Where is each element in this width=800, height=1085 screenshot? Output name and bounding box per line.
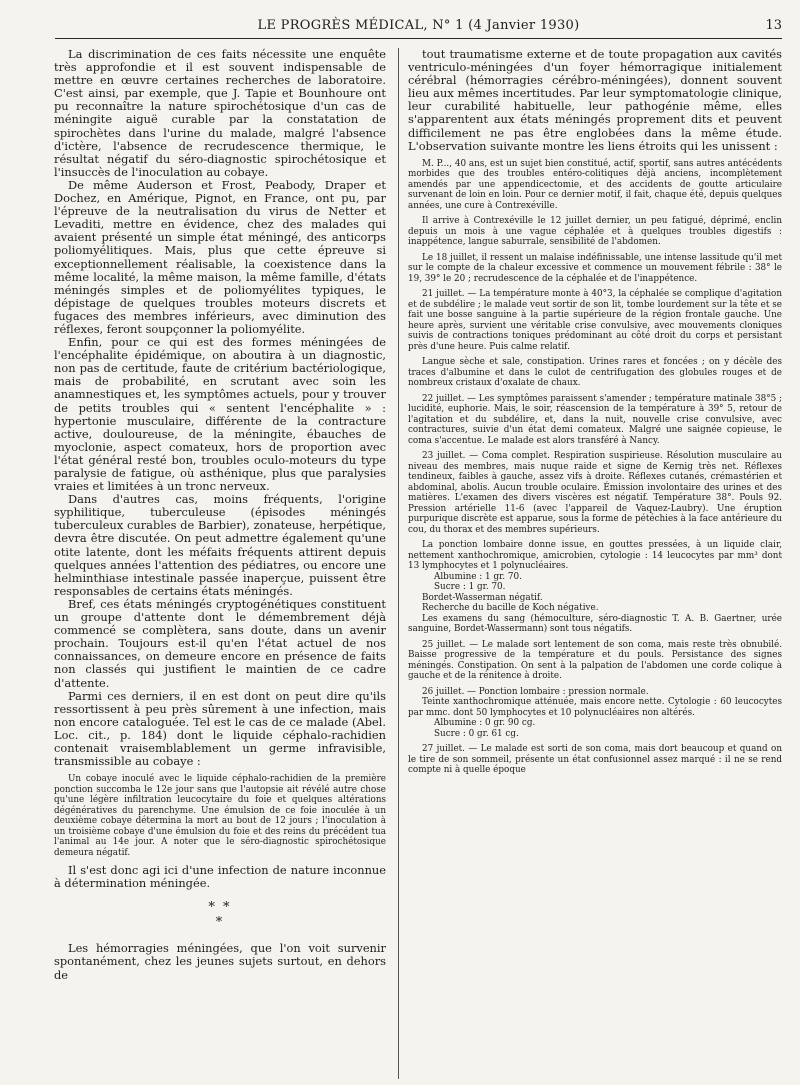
running-header: [55, 16, 782, 39]
column-divider: [398, 48, 399, 1079]
observation-paragraph: La ponction lombaire donne issue, en gouttes pressées, à un liquide clair, nettement xanthochromique, amicrobien, cytologie : 14 leucocytes par mm³ dont 13 lymphocytes et 1 polynucléaires.: [408, 540, 782, 572]
observation-paragraph: 27 juillet. — Le malade est sorti de son coma, mais dort beaucoup et quand on le tire de son sommeil, présente un état confusionnel assez marqué : il ne se rend compte ni à quelle époque: [408, 744, 782, 776]
paragraph: Les hémorragies méningées, que l'on voit survenir spontanément, chez les jeunes sujets surtout, en dehors de: [54, 941, 386, 982]
page-number: 13: [765, 18, 782, 33]
paragraph: Il s'est donc agi ici d'une infection de nature inconnue à détermination méningée.: [54, 863, 386, 891]
paragraph: Dans d'autres cas, moins fréquents, l'origine syphilitique, tuberculeuse (épisodes méningés tuberculeux curables de Barbier), zonateuse, herpétique, devra être discutée. On peut admettre également qu'une otite latente, dont les méfaits fréquents attirent depuis quelques années l'attention des pédiatres, ou encore une helminthiase intestinale passée inaperçue, puissent être responsables de certains états méningés.: [54, 492, 386, 598]
section-separator: * * *: [208, 900, 232, 931]
paragraph: Parmi ces derniers, il en est dont on peut dire qu'ils ressortissent à peu près sûrement à une infection, mais non encore cataloguée. Tel est le cas de ce malade (Abel. Loc. cit., p. 184) dont le liquide céphalo-rachidien contenait vraisemblablement un germe infravisible, transmissible au cobaye :: [54, 688, 386, 769]
lab-value: Albumine : 0 gr. 90 cg.: [434, 718, 536, 729]
observation-paragraph: 25 juillet. — Le malade sort lentement de son coma, mais reste très obnubilé. Baisse progressive de la température et du pouls. Persistance des signes méningés. Constipation. On sent à la palpation de l'abdomen une corde colique à gauche et de la rénitence à droite.: [408, 639, 782, 682]
paragraph: La discrimination de ces faits nécessite une enquête très approfondie et il est souvent indispensable de mettre en œuvre certaines recherches de laboratoire. C'est ainsi, par exemple, que J. Tapie et Bounhoure ont pu reconnaître la nature spirochétosique d'un cas de méningite aiguë curable par la constatation de spirochètes dans l'urine du malade, malgré l'absence d'ictère, l'absence de recrudescence thermique, le résultat négatif du séro-diagnostic spirochétosique et l'insuccès de l'inoculation au cobaye.: [54, 48, 386, 179]
lab-value: Les examens du sang (hémoculture, séro-diagnostic T. A. B. Gaertner, urée sanguine, Bordet-Wassermann) sont tous négatifs.: [408, 613, 782, 635]
lab-value: Bordet-Wasserman négatif.: [422, 592, 543, 603]
observation-paragraph: 23 juillet. — Coma complet. Respiration suspirieuse. Résolution musculaire au niveau des membres, mais nuque raide et signe de Kernig très net. Réflexes tendineux, faibles à gauche, assez vifs à droite. Réflexes cutanés, crémastérien et abdominal, abolis. Aucun trouble oculaire. Émission involontaire des urines et des matières. L'examen des divers viscères est négatif. Température 38°. Pouls 92. Pression artérielle 11-6 (avec l'appareil de Vaquez-Laubry). Une éruption purpurique discrète est apparue, sous la forme de pétéchies à la face antérieure du cou, du thorax et des membres supérieurs.: [408, 451, 782, 535]
lab-value: Sucre : 1 gr. 70.: [434, 582, 506, 593]
observation-paragraph: Langue sèche et sale, constipation. Urines rares et foncées ; on y décèle des traces d'albumine et dans le culot de centrifugation des globules rouges et de nombreux cristaux d'oxalate de chaux.: [408, 357, 782, 389]
observation-paragraph: 22 juillet. — Les symptômes paraissent s'amender ; température matinale 38°5 ; lucidité, euphorie. Mais, le soir, réascension de la température à 39° 5, retour de l'agitation et du subdélire, et, dans la nuit, nouvelle crise convulsive, avec contractures, suivie d'un état demi comateux. Malgré une saignée copieuse, le coma s'accentue. Le malade est alors transféré à Nancy.: [408, 393, 782, 446]
observation-paragraph: 26 juillet. — Ponction lombaire : pression normale.: [422, 686, 649, 697]
right-column: [408, 48, 782, 1085]
observation-paragraph: M. P..., 40 ans, est un sujet bien constitué, actif, sportif, sans autres antécédents morbides que des troubles entéro-colitiques déjà anciens, incomplètement amendés par une appendicectomie, et des accidents de goutte articulaire survenant de loin en loin. Pour ce dernier motif, il fait, chaque été, depuis quelques années, une cure à Contrexéville.: [408, 158, 782, 211]
paragraph: tout traumatisme externe et de toute propagation aux cavités ventriculo-méningées d'un foyer hémorragique initialement cérébral (hémorragies cérébro-méningées), donnent souvent lieu aux mêmes incertitudes. Par leur symptomatologie clinique, leur curabilité habituelle, leur pathogénie même, elles s'apparentent aux états méningés proprement dits et peuvent difficilement ne pas être englobées dans la même étude. L'observation suivante montre les liens étroits qui les unissent :: [408, 48, 782, 153]
left-column: [54, 48, 386, 1085]
observation-paragraph: Le 18 juillet, il ressent un malaise indéfinissable, une intense lassitude qu'il met sur le compte de la chaleur excessive et commence un mouvement fébrile : 38° le 19, 39° le 20 ; recrudescence de la céphalée et de l'inappétence.: [408, 252, 782, 284]
lab-value: Recherche du bacille de Koch négative.: [422, 603, 599, 614]
case-note: Un cobaye inoculé avec le liquide céphalo-rachidien de la première ponction succomba le 12e jour sans que l'autopsie ait révélé autre chose qu'une légère infiltration leucocytaire du foie et quelques altérations dégénératives du parenchyme. Une émulsion de ce foie inoculée à un deuxième cobaye détermina la mort au bout de 12 jours ; l'inoculation à un troisième cobaye d'une émulsion du foie et des reins du précédent tua l'animal au 14e jour. A noter que le séro-diagnostic spirochétosique demeura négatif.: [54, 774, 386, 858]
lab-value: Albumine : 1 gr. 70.: [434, 571, 522, 582]
observation-paragraph: Il arrive à Contrexéville le 12 juillet dernier, un peu fatigué, déprimé, enclin depuis un mois à une vague céphalée et à quelques troubles digestifs : inappétence, langue saburrale, sensibilité de l'abdomen.: [408, 216, 782, 248]
lab-value: Teinte xanthochromique atténuée, mais encore nette. Cytologie : 60 leucocytes par mmc. dont 50 lymphocytes et 10 polynucléaires non altérés.: [408, 697, 782, 718]
observation-paragraph: 21 juillet. — La température monte à 40°3, la céphalée se complique d'agitation et de subdélire ; le malade veut sortir de son lit, tombe lourdement sur la tête et se fait une bosse sanguine à la partie supérieure de la région frontale gauche. Une heure après, survient une véritable crise convulsive, avec mouvements cloniques suivis de contractions toniques prédominant au côté droit du corps et persistant près d'une heure. Puis calme relatif.: [408, 289, 782, 352]
journal-title: LE PROGRÈS MÉDICAL, N° 1 (4 Janvier 1930): [257, 18, 580, 33]
paragraph: Enfin, pour ce qui est des formes méningées de l'encéphalite épidémique, on aboutira à un diagnostic, non pas de certitude, faute de critérium bactériologique, mais de probabilité, en scrutant avec soin les anamnestiques et, les symptômes actuels, pour y trouver de petits troubles qui « sentent l'encéphalite » : hypertonie musculaire, différente de la contracture active, douloureuse, de la méningite, ébauches de myoclonie, aspect comateux, hors de proportion avec l'état général resté bon, troubles oculo-moteurs du type paralysie de fatigue, où asthénique, plus que paralysies vraies et limitées à un tronc nerveux.: [54, 335, 386, 494]
paragraph: Bref, ces états méningés cryptogénétiques constituent un groupe d'attente dont le démembrement déjà commencé se complètera, sans doute, dans un avenir prochain. Toujours est-il qu'en l'état actuel de nos connaissances, on demeure encore en présence de faits non classés qui justifient le maintien de ce cadre d'attente.: [54, 596, 386, 690]
lab-value: Sucre : 0 gr. 61 cg.: [434, 728, 519, 739]
paragraph: De même Auderson et Frost, Peabody, Draper et Dochez, en Amérique, Pignot, en France, ont pu, par l'épreuve de la neutralisation du virus de Netter et Levaditi, mettre en évidence, chez des malades qui avaient présenté un simple état méningé, des anticorps poliomyélitiques. Mais, plus que cette épreuve si exceptionnellement réalisable, la coexistence dans la même localité, la même maison, la même famille, d'états méningés simples et de poliomyélites typiques, le dépistage de quelques troubles moteurs discrets et fugaces des membres inférieurs, avec diminution des réflexes, feront soupçonner la poliomyélite.: [54, 177, 386, 336]
